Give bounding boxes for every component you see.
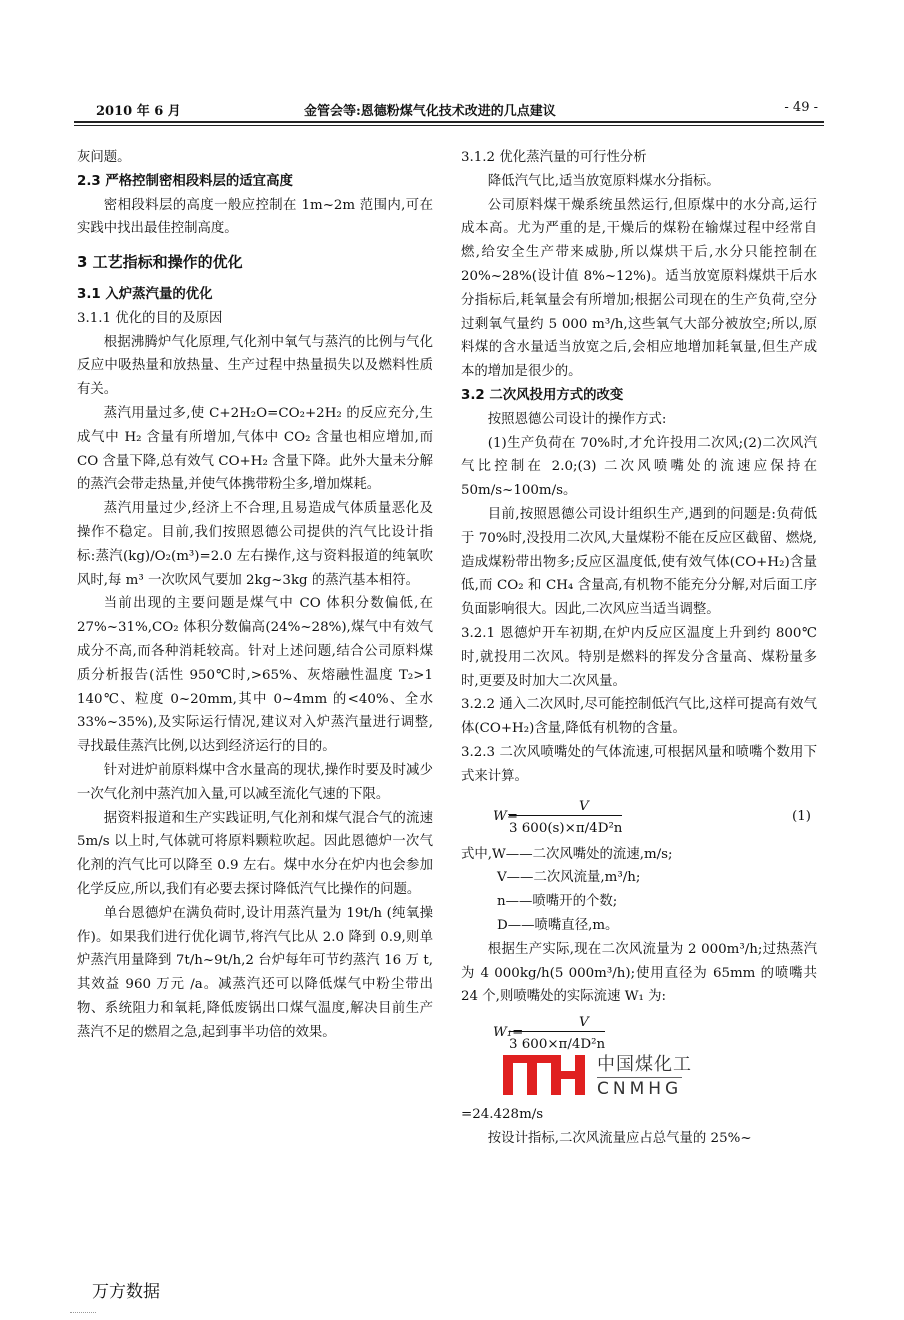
paragraph: 针对进炉前原料煤中含水量高的现状,操作时要及时减少一次气化剂中蒸汽加入量,可以减至流化气速的下限。 (77, 762, 433, 802)
paragraph: 蒸汽用量过少,经济上不合理,且易造成气体质量恶化及操作不稳定。目前,我们按照恩德公司提供的汽气比设计指标:蒸汽(kg)/O₂(m³)=2.0 左右操作,这与资料报道的纯氧吹风时,每 m³ 一次吹风气要加 2kg~3kg 的蒸汽基本相符。 (77, 501, 433, 588)
footer-brand: 万方数据 (92, 1282, 160, 1302)
equation-number: (1) (792, 808, 811, 824)
variable-definitions (497, 866, 817, 937)
subsection-heading-3-1-1: 3.1.1 优化的目的及原因 (77, 310, 223, 326)
equation-denominator: 3 600×π/4D²n (509, 1031, 605, 1057)
paragraph: 目前,按照恩德公司设计组织生产,遇到的问题是:负荷低于 70%时,没投用二次风,大量煤粉不能在反应区截留、燃烧,造成煤粉带出物多;反应区温度低,使有效气体(CO+H₂)含量低,而 CO₂ 和 CH₄ 含量高,有机物不能充分分解,对后面工序负面影响很大。因此,二次风应当适当调整。 (461, 506, 817, 618)
paragraph: 灰问题。 (77, 150, 131, 165)
equation-lhs: W= (493, 808, 518, 824)
section-heading-3-1: 3.1 入炉蒸汽量的优化 (77, 286, 213, 302)
paragraph: 据资料报道和生产实践证明,气化剂和煤气混合气的流速 5m/s 以上时,气体就可将原料颗粒吹起。因此恩德炉一次气化剂的汽气比可以降至 0.9 左右。煤中水分在炉内也会参加化学反应,所以,我们有必要去探讨降低汽气比操作的问题。 (77, 810, 433, 897)
definition-n: n——喷嘴开的个数; (497, 894, 618, 910)
paragraph: 3.2.1 恩德炉开车初期,在炉内反应区温度上升到约 800℃时,就投用二次风。特别是燃料的挥发分含量高、煤粉量多时,更要及时加大二次风量。 (461, 625, 817, 689)
paragraph: 密相段料层的高度一般应控制在 1m~2m 范围内,可在实践中找出最佳控制高度。 (77, 197, 433, 237)
section-heading-3: 3 工艺指标和操作的优化 (77, 253, 243, 272)
header-rule-thick (74, 121, 824, 123)
paragraph: 3.2.2 通入二次风时,尽可能控制低汽气比,这样可提高有效气体(CO+H₂)含量,降低有机物的含量。 (461, 697, 817, 737)
right-column (461, 146, 817, 1151)
paragraph: 按照恩德公司设计的操作方式: (487, 411, 667, 427)
header-page-number: - 49 - (784, 100, 818, 115)
paragraph: 公司原料煤干燥系统虽然运行,但原煤中的水分高,运行成本高。尤为严重的是,干燥后的煤粉在输煤过程中经常自燃,给安全生产带来威胁,所以煤烘干后,水分只能控制在 20%~28%(设计值 8%~12%)。适当放宽原料煤烘干后水分指标后,耗氧量会有所增加;根据公司现在的生产负荷,空分过剩氧气量约 5 000 m³/h,这些氧气大部分被放空;所以,原料煤的含水量适当放宽之后,会相应地增加耗氧量,但生产成本的增加是很少的。 (461, 197, 817, 380)
paragraph: 按设计指标,二次风流量应占总气量的 25%~ (487, 1130, 752, 1146)
header-date: 2010 年 6 月 (96, 104, 181, 119)
footer-dotted-line (70, 1312, 96, 1313)
logo-chinese-text: 中国煤化工 (597, 1054, 692, 1076)
equation-numerator: V (579, 1015, 589, 1031)
definition-v: V——二次风流量,m³/h; (497, 870, 641, 886)
paragraph: 根据生产实际,现在二次风流量为 2 000m³/h;过热蒸汽为 4 000kg/h(5 000m³/h);使用直径为 65mm 的喷嘴共 24 个,则喷嘴处的实际流速 W₁ 为: (461, 941, 817, 1005)
section-heading-3-2: 3.2 二次风投用方式的改变 (461, 387, 624, 403)
header-title: 金管会等:恩德粉煤气化技术改进的几点建议 (304, 104, 556, 119)
definition-intro: 式中,W——二次风嘴处的流速,m/s; (461, 846, 673, 862)
watermark-logo (501, 1051, 817, 1103)
paragraph: 蒸汽用量过多,使 C+2H₂O=CO₂+2H₂ 的反应充分,生成气中 H₂ 含量有所增加,气体中 CO₂ 含量也相应增加,而 CO 含量下降,总有效气 CO+H₂ 含量下降。此外大量未分解的蒸汽会带走热量,并使气体携带粉尘多,增加煤耗。 (77, 405, 433, 493)
paragraph: 当前出现的主要问题是煤气中 CO 体积分数偏低,在 27%~31%,CO₂ 体积分数偏高(24%~28%),煤气中有效气成分不高,而各种消耗较高。针对上述问题,结合公司原料煤质分析报告(活性 950℃时,>65%、灰熔融性温度 T₂>1 140℃、粒度 0~20mm,其中 0~4mm 的<40%、全水 33%~35%),及实际运行情况,建议对入炉蒸汽量进行调整,寻找最佳蒸汽比例,以达到经济运行的目的。 (77, 596, 433, 755)
equation-result: =24.428m/s (461, 1107, 544, 1123)
header-rule-thin (74, 125, 824, 126)
equation-lhs: W₁= (493, 1025, 524, 1041)
equation-denominator: 3 600(s)×π/4D²n (509, 815, 622, 841)
equation-1 (461, 795, 817, 839)
paragraph: 3.2.3 二次风喷嘴处的气体流速,可根据风量和喷嘴个数用下式来计算。 (461, 744, 817, 784)
paragraph: 根据沸腾炉气化原理,气化剂中氧气与蒸汽的比例与气化反应中吸热量和放热量、生产过程中热量损失以及燃料性质有关。 (77, 334, 433, 398)
definition-d: D——喷嘴直径,m。 (497, 917, 619, 933)
left-column (77, 146, 433, 1044)
paragraph: (1)生产负荷在 70%时,才允许投用二次风;(2)二次风汽气比控制在 2.0;(3) 二次风喷嘴处的流速应保持在 50m/s~100m/s。 (461, 435, 817, 499)
paragraph: 单台恩德炉在满负荷时,设计用蒸汽量为 19t/h (纯氧操作)。如果我们进行优化调节,将汽气比从 2.0 降到 0.9,则单炉蒸汽用量降到 7t/h~9t/h,2 台炉每年可节约蒸汽 16 万 t,其效益 960 万元 /a。减蒸汽还可以降低煤气中粉尘带出物、系统阻力和氧耗,降低废锅出口煤气温度,解决目前生产蒸汽不足的燃眉之急,起到事半功倍的效果。 (77, 905, 433, 1040)
logo-english-text: CNMHG (597, 1077, 682, 1102)
cnmhg-logo-icon (501, 1053, 587, 1097)
running-header (74, 96, 824, 122)
equation-2 (461, 1011, 817, 1051)
paragraph: 降低汽气比,适当放宽原料煤水分指标。 (487, 173, 720, 189)
equation-numerator: V (579, 798, 589, 814)
section-heading-2-3: 2.3 严格控制密相段料层的适宜高度 (77, 173, 293, 189)
subsection-heading-3-1-2: 3.1.2 优化蒸汽量的可行性分析 (461, 150, 647, 165)
